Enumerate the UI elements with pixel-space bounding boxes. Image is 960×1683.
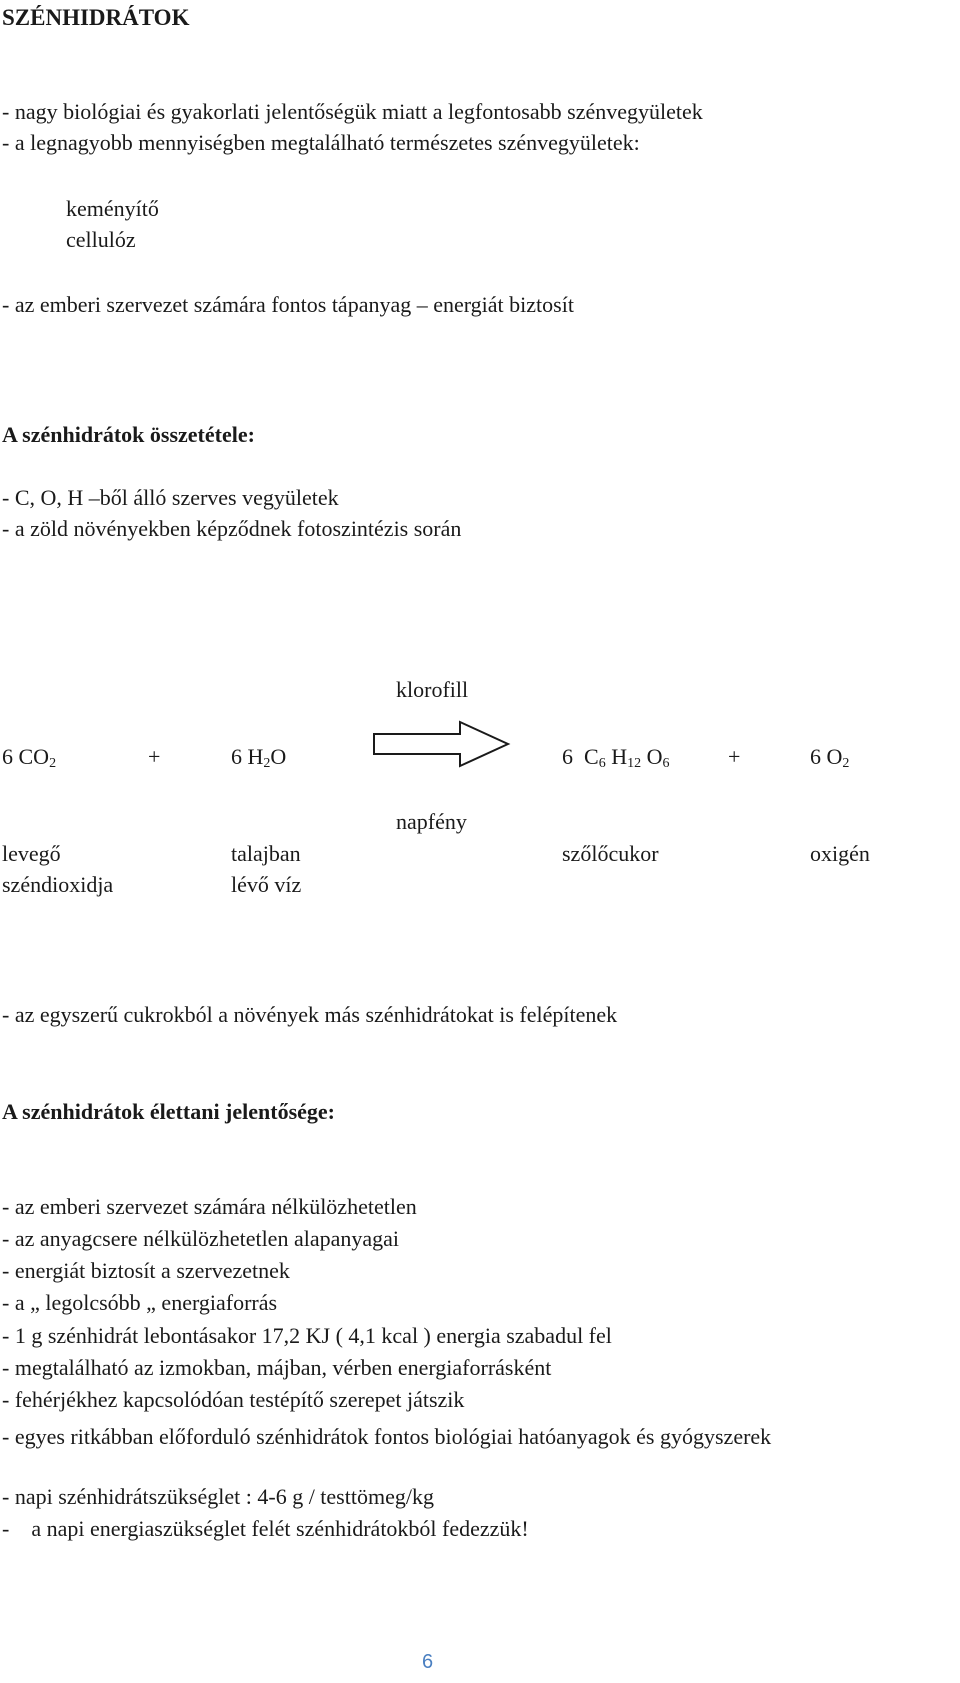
- reactant-label: lévő víz: [231, 872, 302, 897]
- catalyst-label: klorofill: [396, 677, 469, 702]
- significance-item: - az emberi szervezet számára nélkülözhetetlen: [2, 1194, 417, 1219]
- significance-item: - fehérjékhez kapcsolódóan testépítő szerepet játszik: [2, 1387, 465, 1412]
- significance-item: - napi szénhidrátszükséglet : 4-6 g / testtömeg/kg: [2, 1484, 434, 1509]
- composition-item: - C, O, H –ből álló szerves vegyületek: [2, 485, 339, 510]
- intro-line-3: - az emberi szervezet számára fontos tápanyag – energiát biztosít: [2, 292, 574, 317]
- plus-sign: +: [148, 744, 161, 769]
- product-label: szőlőcukor: [562, 841, 659, 866]
- page-title: SZÉNHIDRÁTOK: [2, 5, 190, 30]
- composition-heading: A szénhidrátok összetétele:: [2, 422, 255, 447]
- page-number: 6: [422, 1651, 434, 1673]
- condition-label: napfény: [396, 809, 467, 834]
- reactant-label: talajban: [231, 841, 301, 866]
- intro-line-2: - a legnagyobb mennyiségben megtalálható természetes szénvegyületek:: [2, 130, 640, 155]
- product-glucose: 6 $C_6$ $H_{12}$ $O_6$: [562, 744, 670, 771]
- significance-item: - 1 g szénhidrát lebontásakor 17,2 KJ ( 4,1 kcal ) energia szabadul fel: [2, 1323, 612, 1348]
- significance-item: - megtalálható az izmokban, májban, vérben energiaforrásként: [2, 1355, 552, 1380]
- intro-line-1: - nagy biológiai és gyakorlati jelentőségük miatt a legfontosabb szénvegyületek: [2, 99, 703, 124]
- reactant-co2: 6 $CO_2$: [2, 744, 57, 771]
- example-item: keményítő: [66, 196, 159, 221]
- reaction-arrow-icon: [372, 720, 512, 768]
- reactant-label: széndioxidja: [2, 872, 114, 897]
- significance-item: - a napi energiaszükséglet felét szénhidrátokból fedezzük!: [2, 1516, 529, 1541]
- example-item: cellulóz: [66, 227, 136, 252]
- reactant-h2o: 6 $H_2O$: [231, 744, 287, 771]
- composition-item: - a zöld növényekben képződnek fotoszintézis során: [2, 516, 462, 541]
- significance-heading: A szénhidrátok élettani jelentősége:: [2, 1099, 335, 1124]
- reactant-label: levegő: [2, 841, 61, 866]
- significance-item-justified: - egyes ritkábban előforduló szénhidrátok fontos biológiai hatóanyagok és gyógyszerek: [2, 1424, 772, 1449]
- product-o2: 6 $O_2$: [810, 744, 850, 771]
- product-label: oxigén: [810, 841, 870, 866]
- significance-item: - energiát biztosít a szervezetnek: [2, 1258, 290, 1283]
- body-line: - az egyszerű cukrokból a növények más szénhidrátokat is felépítenek: [2, 1002, 618, 1027]
- plus-sign: +: [728, 744, 741, 769]
- significance-item: - az anyagcsere nélkülözhetetlen alapanyagai: [2, 1226, 399, 1251]
- significance-item: - a „ legolcsóbb „ energiaforrás: [2, 1290, 278, 1315]
